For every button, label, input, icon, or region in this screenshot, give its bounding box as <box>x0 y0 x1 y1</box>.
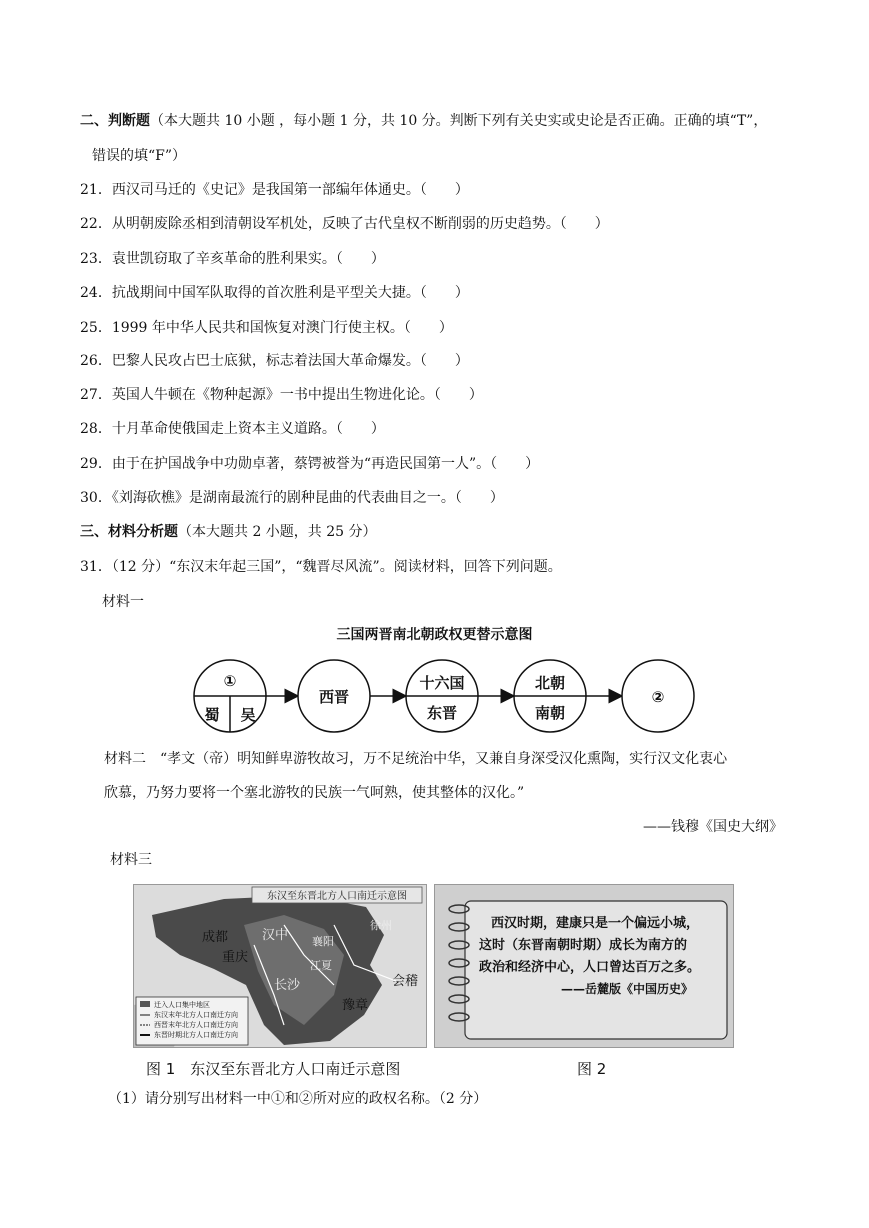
legend-item: 东晋时期北方人口南迁方向 <box>154 1031 238 1039</box>
diagram-title: 三国两晋南北朝政权更替示意图 <box>336 627 533 643</box>
c4-bottom: 南朝 <box>534 704 566 722</box>
question-31-stem: 31．（12 分）“东汉末年起三国”，“魏晋尽风流”。阅读材料，回答下列问题。 <box>80 559 562 575</box>
question-25: 25．1999 年中华人民共和国恢复对澳门行使主权。（ ） <box>80 320 453 336</box>
section2-heading <box>80 111 767 131</box>
question-21: 21．西汉司马迁的《史记》是我国第一部编年体通史。（ ） <box>80 182 469 198</box>
place-label: 长沙 <box>274 978 301 993</box>
material2-line2: 欣慕，乃努力要将一个塞北游牧的民族一气呵熟，使其整体的汉化。” <box>104 785 525 801</box>
place-label: 会稽 <box>392 974 419 989</box>
material2-source: ——钱穆《国史大纲》 <box>643 819 783 835</box>
question-30: 30．《刘海砍樵》是湖南最流行的剧种昆曲的代表曲目之一。（ ） <box>80 490 504 506</box>
material3-label: 材料三 <box>110 852 152 868</box>
place-label: 重庆 <box>222 950 249 965</box>
figure1-migration-map <box>133 884 427 1048</box>
figure1-caption: 图 1 东汉至东晋北方人口南迁示意图 <box>146 1060 401 1078</box>
c5-label: ② <box>651 688 665 706</box>
place-label: 汉中 <box>262 928 289 943</box>
place-label: 徐州 <box>370 919 392 932</box>
section2-title: 二、判断题 <box>80 113 150 129</box>
question-24: 24．抗战期间中国军队取得的首次胜利是平型关大捷。（ ） <box>80 285 469 301</box>
question-23: 23．袁世凯窃取了辛亥革命的胜利果实。（ ） <box>80 251 385 267</box>
sub-question-1: （1）请分别写出材料一中①和②所对应的政权名称。（2 分） <box>108 1091 488 1107</box>
figure2-caption: 图 2 <box>577 1060 607 1078</box>
section2-desc: （本大题共 10 小题 ，每小题 1 分，共 10 分。判断下列有关史实或史论是否正确。正确的填“T”， <box>150 113 768 129</box>
question-28: 28．十月革命使俄国走上资本主义道路。（ ） <box>80 421 385 437</box>
c1-top: ① <box>223 672 237 690</box>
figure2-notebook-note <box>434 884 734 1048</box>
question-26: 26．巴黎人民攻占巴士底狱，标志着法国大革命爆发。（ ） <box>80 353 469 369</box>
question-27: 27．英国人牛顿在《物种起源》一书中提出生物进化论。（ ） <box>80 387 483 403</box>
section2-desc-cont: 错误的填“F”） <box>92 148 187 164</box>
place-label: 豫章 <box>342 998 369 1013</box>
material1-label: 材料一 <box>102 594 144 610</box>
c1-right: 吴 <box>240 706 256 724</box>
section3-title: 三、材料分析题 <box>80 524 178 540</box>
material2-line1: 材料二 “孝文（帝）明知鲜卑游牧故习，万不足统治中华，又兼自身深受汉化熏陶，实行汉文化衷心 <box>104 751 728 767</box>
note-line: 这时（东晋南朝时期）成长为南方的 <box>479 938 688 953</box>
legend-item: 东汉末年北方人口南迁方向 <box>154 1011 238 1019</box>
place-label: 襄阳 <box>312 935 334 948</box>
note-source: ——岳麓版《中国历史》 <box>561 982 694 996</box>
place-label: 江夏 <box>310 959 332 972</box>
c4-top: 北朝 <box>534 674 566 692</box>
map-title: 东汉至东晋北方人口南迁示意图 <box>267 891 407 902</box>
c3-bottom: 东晋 <box>426 704 458 722</box>
c3-top: 十六国 <box>419 674 465 692</box>
note-line: 政治和经济中心，人口曾达百万之多。 <box>479 960 701 975</box>
c2-label: 西晋 <box>318 688 350 706</box>
regime-succession-diagram <box>190 652 710 742</box>
question-22: 22．从明朝废除丞相到清朝设军机处，反映了古代皇权不断削弱的历史趋势。（ ） <box>80 216 609 232</box>
place-label: 成都 <box>202 930 229 945</box>
legend-item: 西晋末年北方人口南迁方向 <box>154 1021 238 1029</box>
legend-item: 迁入人口集中地区 <box>154 1001 210 1009</box>
section3-desc: （本大题共 2 小题，共 25 分） <box>178 524 377 540</box>
note-line: 西汉时期，建康只是一个偏远小城， <box>491 916 700 931</box>
question-29: 29．由于在护国战争中功勋卓著，蔡锷被誉为“再造民国第一人”。（ ） <box>80 456 540 472</box>
c1-left: 蜀 <box>204 706 220 724</box>
section3-heading <box>80 522 377 542</box>
